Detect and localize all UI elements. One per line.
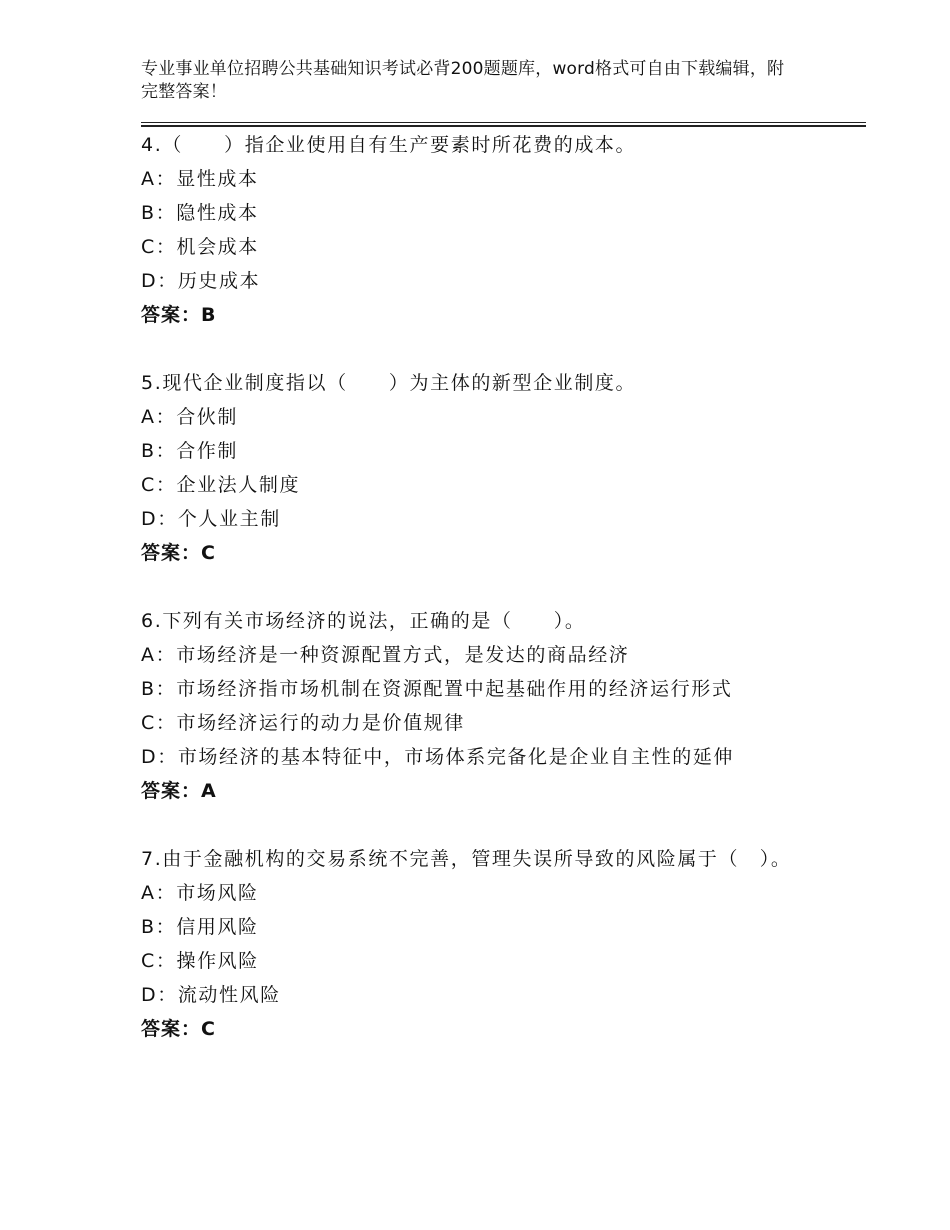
question-stem: 6.下列有关市场经济的说法，正确的是（ ）。 (141, 610, 586, 632)
option-b: B：信用风险 (141, 916, 259, 938)
question-spacer (141, 570, 866, 604)
option-c: C：操作风险 (141, 950, 259, 972)
option-b: B：市场经济指市场机制在资源配置中起基础作用的经济运行形式 (141, 678, 733, 700)
question-spacer (141, 332, 866, 366)
header-rule-thick (141, 125, 866, 127)
option-b: B：隐性成本 (141, 202, 259, 224)
question-4 (141, 128, 866, 332)
option-c: C：市场经济运行的动力是价值规律 (141, 712, 465, 734)
option-a: A：合伙制 (141, 406, 238, 428)
question-5 (141, 366, 866, 570)
answer-line: 答案：C (141, 1018, 216, 1040)
option-b: B：合作制 (141, 440, 239, 462)
option-c: C：企业法人制度 (141, 474, 301, 496)
answer-line: 答案：C (141, 542, 216, 564)
option-d: D：市场经济的基本特征中，市场体系完备化是企业自主性的延伸 (141, 746, 735, 768)
option-d: D：个人业主制 (141, 508, 281, 530)
question-7 (141, 842, 866, 1046)
option-d: D：流动性风险 (141, 984, 281, 1006)
option-c: C：机会成本 (141, 236, 259, 258)
question-stem: 4.（ ）指企业使用自有生产要素时所花费的成本。 (141, 134, 637, 156)
question-list (141, 128, 866, 1046)
option-d: D：历史成本 (141, 270, 261, 292)
option-a: A：市场经济是一种资源配置方式，是发达的商品经济 (141, 644, 630, 666)
header-rule-thin (141, 122, 866, 123)
page-header: 专业事业单位招聘公共基础知识考试必背200题题库，word格式可自由下载编辑，附完整答案！ (141, 59, 785, 102)
question-stem: 7.由于金融机构的交易系统不完善，管理失误所导致的风险属于（ ）。 (141, 848, 792, 870)
question-stem: 5.现代企业制度指以（ ）为主体的新型企业制度。 (141, 372, 637, 394)
answer-line: 答案：B (141, 304, 217, 326)
answer-line: 答案：A (141, 780, 217, 802)
question-6 (141, 604, 866, 808)
question-spacer (141, 808, 866, 842)
option-a: A：市场风险 (141, 882, 259, 904)
option-a: A：显性成本 (141, 168, 259, 190)
